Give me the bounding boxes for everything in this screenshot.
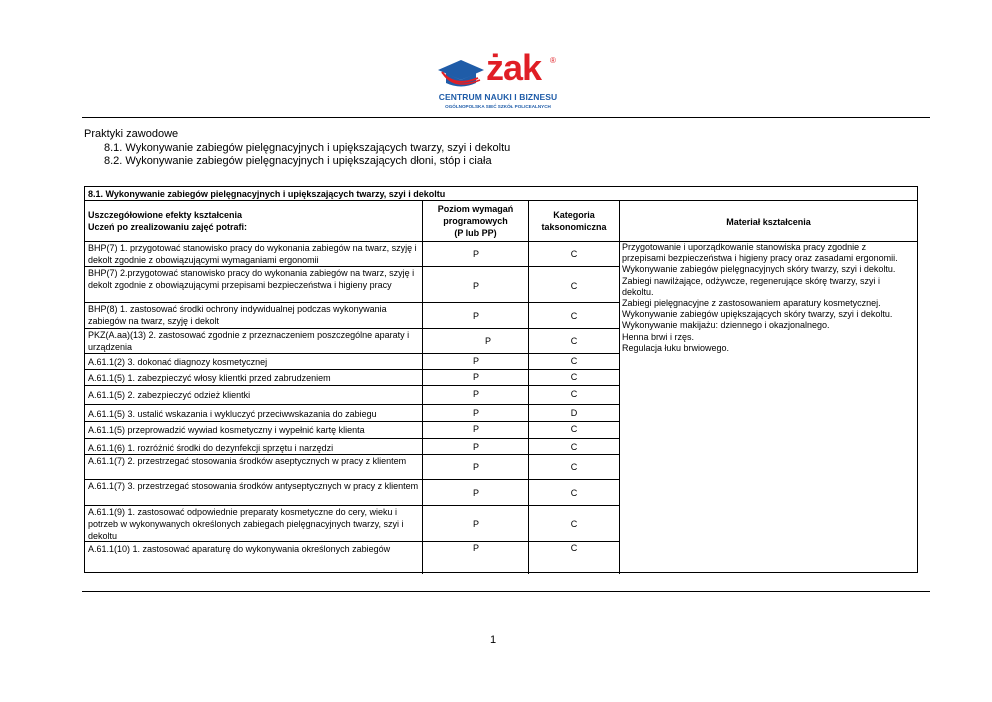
intro-item: 8.2. Wykonywanie zabiegów pielęgnacyjnych i upiększających dłoni, stóp i ciała	[104, 155, 492, 167]
row-category: C	[570, 424, 578, 434]
row-level: P	[472, 356, 479, 366]
table-row	[85, 480, 619, 506]
header-level-line3: (P lub PP)	[454, 228, 497, 238]
row-effect: A.61.1(5) 1. zabezpieczyć włosy klientki przed zabrudzeniem	[88, 373, 331, 383]
row-category: C	[570, 543, 578, 553]
material-item: Henna brwi i rzęs.	[622, 331, 695, 342]
row-level: P	[484, 336, 491, 346]
intro-title: Praktyki zawodowe	[84, 128, 179, 140]
row-category: D	[570, 408, 578, 418]
row-effect: PKZ(A.aa)(13) 2. zastosować zgodnie z przeznaczeniem poszczególne aparaty i urządzenia	[88, 330, 410, 352]
intro-section	[84, 128, 510, 169]
table-row	[85, 354, 619, 370]
row-level: P	[472, 462, 479, 472]
material-item: Wykonywanie zabiegów pielęgnacyjnych skóry twarzy, szyi i dekoltu.	[622, 264, 896, 275]
logo-subtitle: CENTRUM NAUKI I BIZNESU	[438, 92, 558, 102]
table-row	[85, 370, 619, 386]
row-level: P	[472, 372, 479, 382]
material-item: Przygotowanie i uporządkowanie stanowiska pracy zgodnie z przepisami bezpieczeństwa i higieny pracy oraz zasadami ergonomii.	[622, 242, 898, 264]
row-category: C	[570, 462, 578, 472]
header-category	[529, 209, 619, 233]
row-level: P	[472, 519, 479, 529]
table-row	[85, 422, 619, 439]
header-effects-line2: Uczeń po zrealizowaniu zajęć potrafi:	[88, 222, 248, 232]
row-level: P	[472, 249, 479, 259]
graduation-cap-icon	[436, 58, 486, 92]
table-row	[85, 329, 619, 354]
row-effect: BHP(8) 1. zastosować środki ochrony indywidualnej podczas wykonywania zabiegów na twarz, szyję i dekolt	[88, 304, 387, 326]
row-effect: A.61.1(5) 3. ustalić wskazania i wykluczyć przeciwwskazania do zabiegu	[88, 409, 377, 419]
table-row	[85, 405, 619, 422]
row-effect: A.61.1(7) 3. przestrzegać stosowania środków antyseptycznych w pracy z klientem	[88, 481, 419, 491]
row-effect: A.61.1(2) 3. dokonać diagnozy kosmetycznej	[88, 357, 268, 367]
registered-mark: ®	[550, 56, 556, 65]
row-effect: BHP(7) 1. przygotować stanowisko pracy do wykonania zabiegów na twarz, szyję i dekolt zgodnie z obowiązującymi wymaganiami ergonomii	[88, 243, 417, 265]
row-level: P	[472, 389, 479, 399]
logo-tagline: OGÓLNOPOLSKA SIEĆ SZKÓŁ POLICEALNYCH	[445, 104, 551, 109]
row-level: P	[472, 543, 479, 553]
table-row	[85, 242, 619, 267]
material-list	[622, 242, 912, 354]
page-number: 1	[490, 634, 497, 646]
row-level: P	[472, 424, 479, 434]
row-category: C	[570, 372, 578, 382]
table-row	[85, 386, 619, 405]
column-divider	[619, 201, 620, 574]
row-category: C	[570, 311, 578, 321]
row-category: C	[570, 281, 578, 291]
table-row	[85, 267, 619, 303]
row-effect: A.61.1(7) 2. przestrzegać stosowania środków aseptycznych w pracy z klientem	[88, 456, 407, 466]
material-item: Zabiegi nawilżające, odżywcze, regenerujące skórę twarzy, szyi i dekoltu.	[622, 275, 880, 297]
row-category: C	[570, 519, 578, 529]
material-item: Regulacja łuku brwiowego.	[622, 342, 730, 353]
row-category: C	[570, 389, 578, 399]
header-level-line1: Poziom wymagań	[437, 204, 514, 214]
material-item: Zabiegi pielęgnacyjne z zastosowaniem aparatury kosmetycznej.	[622, 298, 881, 309]
row-category: C	[570, 249, 578, 259]
intro-item: 8.1. Wykonywanie zabiegów pielęgnacyjnych i upiększających twarzy, szyi i dekoltu	[104, 141, 511, 154]
row-category: C	[570, 442, 578, 452]
material-item: Wykonywanie zabiegów upiększających skóry twarzy, szyi i dekoltu.	[622, 309, 893, 320]
header-level-line2: programowych	[443, 216, 508, 226]
row-effect: A.61.1(5) przeprowadzić wywiad kosmetyczny i wypełnić kartę klienta	[88, 425, 365, 435]
row-level: P	[472, 488, 479, 498]
table-row	[85, 303, 619, 329]
header-category-line2: taksonomiczna	[541, 222, 607, 232]
zak-logo	[436, 47, 560, 116]
table-row	[85, 439, 619, 455]
header-effects	[88, 209, 418, 233]
material-item: Wykonywanie makijażu: dziennego i okazjonalnego.	[622, 320, 830, 331]
curriculum-table	[84, 186, 918, 573]
header-effects-line1: Uszczegółowione efekty kształcenia	[88, 210, 243, 220]
row-category: C	[570, 336, 578, 346]
row-level: P	[472, 281, 479, 291]
table-row	[85, 455, 619, 480]
table-row	[85, 506, 619, 542]
row-category: C	[570, 356, 578, 366]
row-effect: A.61.1(5) 2. zabezpieczyć odzież klientki	[88, 390, 251, 400]
row-level: P	[472, 311, 479, 321]
table-row	[85, 542, 619, 574]
row-effect: A.61.1(6) 1. rozróżnić środki do dezynfekcji sprzętu i narzędzi	[88, 443, 334, 453]
row-category: C	[570, 488, 578, 498]
logo-wordmark: żak	[486, 47, 542, 88]
footer-rule	[82, 591, 930, 592]
row-effect: A.61.1(9) 1. zastosować odpowiednie preparaty kosmetyczne do cery, wieku i potrzeb w wykonywanych określonych zabiegach pielęgnacyjnych twarzy, szyi i dekoltu	[88, 507, 404, 541]
table-title: 8.1. Wykonywanie zabiegów pielęgnacyjnych i upiększających twarzy, szyi i dekoltu	[85, 187, 917, 201]
row-effect: A.61.1(10) 1. zastosować aparaturę do wykonywania określonych zabiegów	[88, 544, 391, 554]
row-effect: BHP(7) 2.przygotować stanowisko pracy do wykonania zabiegów na twarz, szyję i dekolt zgodnie z obowiązującymi przepisami bezpieczeństwa i higieny pracy	[88, 268, 415, 290]
row-level: P	[472, 442, 479, 452]
header-rule	[82, 117, 930, 118]
header-category-line1: Kategoria	[553, 210, 595, 220]
header-level	[423, 203, 528, 239]
row-level: P	[472, 408, 479, 418]
header-material: Materiał kształcenia	[726, 217, 811, 227]
